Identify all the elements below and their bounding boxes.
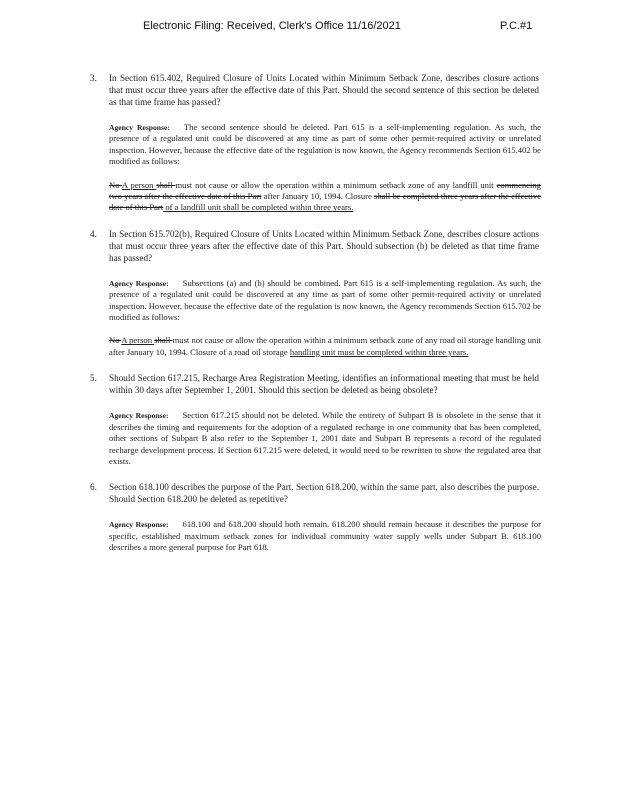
proposed-rule-text bbox=[109, 180, 541, 214]
deleted-text: No bbox=[109, 179, 122, 190]
inserted-text: of a landfill unit shall be completed within three years. bbox=[163, 202, 354, 213]
response-text: 618.100 and 618.200 should both remain. 618.200 should remain because it describes the purpose for specific, established maximum setback zones for individual community water supply wells under Subpart B. 618.100 describes a more general purpose for Part 618. bbox=[109, 519, 541, 553]
response-label: Agency Response: bbox=[109, 411, 169, 421]
agency-response bbox=[109, 519, 541, 553]
deleted-text: shall be completed three years after the effective date of this Part bbox=[109, 191, 542, 213]
inserted-text: A person bbox=[121, 179, 157, 190]
response-label: Agency Response: bbox=[109, 123, 170, 132]
filing-stamp: Electronic Filing: Received, Clerk's Office 11/16/2021 bbox=[143, 20, 401, 32]
public-comment-number: P.C.#1 bbox=[500, 20, 533, 32]
question-number: 4. bbox=[90, 228, 97, 239]
response-text: Section 617.215 should not be deleted. While the entirety of Subpart B is obsolete in the sense that it describes the timing and requirements for the adoption of a regulated recharge in one community that has been completed, other sections of Subpart B also refer to the September 1, 2001 date and Subpart B represents a record of the regulated recharge development process. If Section 617.215 were deleted, it would need to be rewritten to show the regulated area that exists. bbox=[109, 410, 541, 466]
inserted-text: handling unit must be completed within three years. bbox=[289, 346, 469, 357]
deleted-text: shall bbox=[154, 335, 173, 346]
rule-text: after January 10, 1994. Closure bbox=[261, 191, 375, 202]
question-list bbox=[0, 72, 618, 568]
question-text: Should Section 617.215, Recharge Area Registration Meeting, identifies an informational meeting that must be held within 30 days after September 1, 2001. Should this section be deleted as being obsolete? bbox=[109, 373, 539, 396]
response-text: Subsections (a) and (b) should be combined. Part 615 is a self-implementing regulation. As such, the presence of a regulated unit could be discovered at any time as part of some other permit-required activity or unrelated inspection. However, because the effective date of the regulation is now known, the Agency recommends Section 615.702 be modified as follows: bbox=[109, 277, 541, 323]
question-item bbox=[0, 72, 618, 214]
question-number: 6. bbox=[90, 482, 97, 493]
response-label: Agency Response: bbox=[109, 520, 169, 530]
question-item bbox=[0, 372, 618, 467]
proposed-rule-text bbox=[109, 335, 541, 358]
question-item bbox=[0, 228, 618, 358]
agency-response bbox=[109, 122, 541, 168]
deleted-text: shall bbox=[156, 179, 176, 190]
response-text: The second sentence should be deleted. Part 615 is a self-implementing regulation. As such, the presence of a regulated unit could be discovered at any time as part of some other permit-required activity or unrelated inspection. However, because the effective date of the regulation is now known, the Agency recommends Section 615.402 be modified as follows: bbox=[109, 122, 541, 167]
question-number: 3. bbox=[90, 73, 97, 83]
inserted-text: A person bbox=[121, 335, 155, 346]
agency-response bbox=[109, 410, 541, 467]
rule-text: must not cause or allow the operation within a minimum setback zone of any road oil storage handling unit after January 10, 1994. Closure of a road oil storage bbox=[109, 335, 541, 357]
response-label: Agency Response: bbox=[109, 278, 169, 288]
rule-text: must not cause or allow the operation within a minimum setback zone of any landfill unit bbox=[175, 179, 497, 190]
question-number: 5. bbox=[90, 373, 97, 384]
deleted-text: No bbox=[109, 335, 122, 346]
question-text: Section 618.100 describes the purpose of the Part. Section 618.200, within the same part, also describes the purpose. Should Section 618.200 be deleted as repetitive? bbox=[109, 482, 539, 505]
question-text: In Section 615.702(b), Required Closure of Units Located within Minimum Setback Zone, describes closure actions that must occur three years after the effective date of this Part. Should subsection (b) be deleted as that time frame has passed? bbox=[109, 228, 539, 263]
question-item bbox=[0, 481, 618, 553]
agency-response bbox=[109, 278, 541, 324]
deleted-text: commencing two years after the effective date of this Part bbox=[109, 179, 541, 202]
question-text: In Section 615.402, Required Closure of Units Located within Minimum Setback Zone, describes closure actions that must occur three years after the effective date of this Part. Should the second sentence of this section be deleted as that time frame has passed? bbox=[109, 73, 539, 107]
